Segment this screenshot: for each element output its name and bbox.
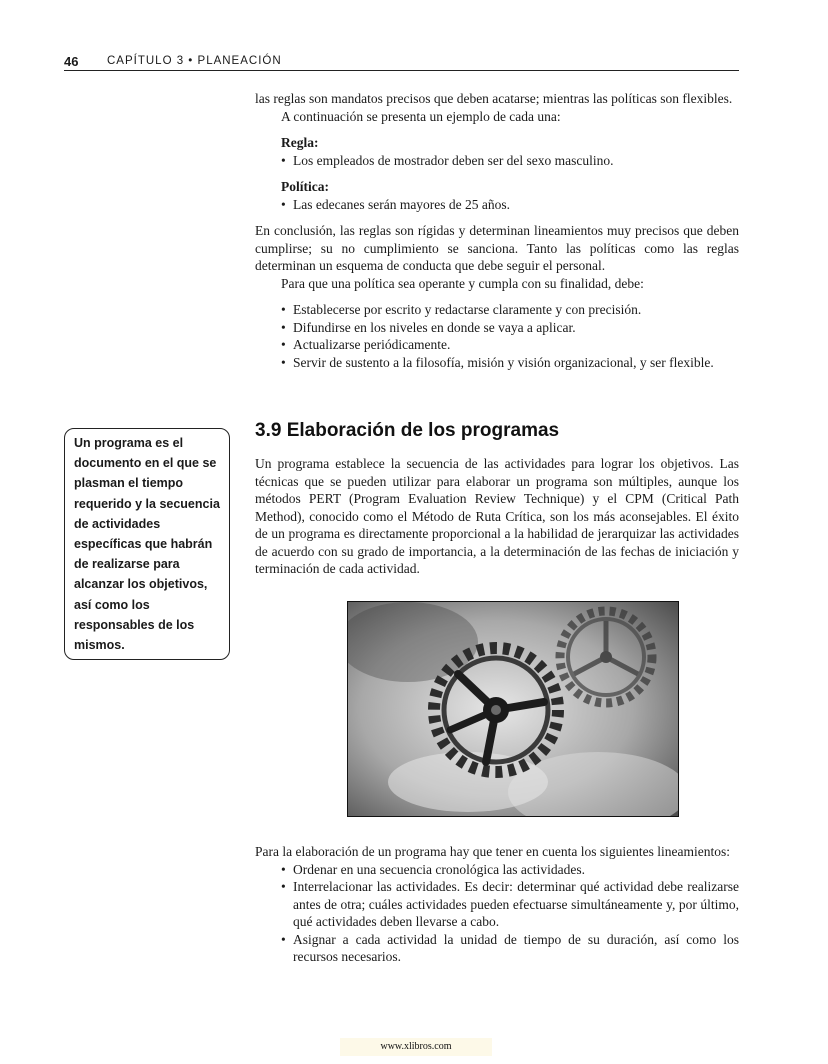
- top-text-block: [255, 90, 739, 371]
- paragraph-continuation: las reglas son mandatos precisos que deben acatarse; mientras las políticas son flexibles.: [255, 91, 733, 106]
- list-item: • Establecerse por escrito y redactarse claramente y con precisión.: [293, 301, 739, 319]
- bottom-text-block: [255, 843, 739, 966]
- policy-bullet-list: [255, 301, 739, 371]
- list-item: • Asignar a cada actividad la unidad de tiempo de su duración, así como los recursos necesarios.: [293, 931, 739, 966]
- gears-illustration: [348, 602, 678, 816]
- list-item: • Servir de sustento a la filosofía, misión y visión organizacional, y ser flexible.: [293, 354, 739, 372]
- chapter-title: CAPÍTULO 3 • PLANEACIÓN: [107, 55, 282, 67]
- list-item: • Difundirse en los niveles en donde se vaya a aplicar.: [293, 319, 739, 337]
- page-header: [64, 54, 739, 70]
- page-number: 46: [64, 54, 79, 69]
- regla-list: [255, 152, 739, 170]
- paragraph-programs: Un programa establece la secuencia de las actividades para lograr los objetivos. Las técnicas que se pueden utilizar para elaborar un programa son múltiples, aunque los métodos PERT (Program Evaluation Review Technique) y el CPM (Critical Path Method), conocido como el Método de Ruta Crítica, son los más aconsejables. El éxito de un programa es directamente proporcional a la habilidad de jerarquizar las actividades de acuerdo con su grado de importancia, a la determinación de las fechas de iniciación y terminación de cada actividad.: [255, 456, 739, 576]
- politica-label: Política:: [281, 179, 329, 194]
- section-body: [255, 455, 739, 578]
- callout-text: Un programa es el documento en el que se plasman el tiempo requerido y la secuencia de actividades específicas que habrán de realizarse para alcanzar los objetivos, así como los responsables de los mismos.: [74, 436, 220, 653]
- paragraph-conclusion: En conclusión, las reglas son rígidas y determinan lineamientos muy precisos que deben cumplirse; su no cumplimiento se sanciona. Tanto las políticas como las reglas determinan un esquema de conducta que debe seguir el personal.: [255, 223, 739, 273]
- section-heading: 3.9 Elaboración de los programas: [255, 420, 560, 441]
- list-item: • Ordenar en una secuencia cronológica las actividades.: [293, 861, 739, 879]
- list-item: • Los empleados de mostrador deben ser del sexo masculino.: [293, 152, 739, 170]
- politica-list: [255, 196, 739, 214]
- guidelines-bullet-list: [255, 861, 739, 966]
- list-item: • Interrelacionar las actividades. Es decir: determinar qué actividad debe realizarse antes de otra; cuáles actividades pueden efectuarse simultáneamente y, por último, qué actividades deben llevarse a cabo.: [293, 878, 739, 931]
- list-item: • Las edecanes serán mayores de 25 años.: [293, 196, 739, 214]
- margin-callout-box: [64, 428, 230, 660]
- paragraph-intro-examples: A continuación se presenta un ejemplo de cada una:: [281, 108, 561, 124]
- paragraph-policy-requirements: Para que una política sea operante y cumpla con su finalidad, debe:: [281, 275, 644, 291]
- list-item: • Actualizarse periódicamente.: [293, 336, 739, 354]
- regla-label: Regla:: [281, 135, 319, 150]
- header-rule: [64, 70, 739, 71]
- paragraph-guidelines: Para la elaboración de un programa hay que tener en cuenta los siguientes lineamientos:: [255, 844, 730, 859]
- gears-photo: [347, 601, 679, 817]
- footer-url: www.xlibros.com: [340, 1038, 492, 1056]
